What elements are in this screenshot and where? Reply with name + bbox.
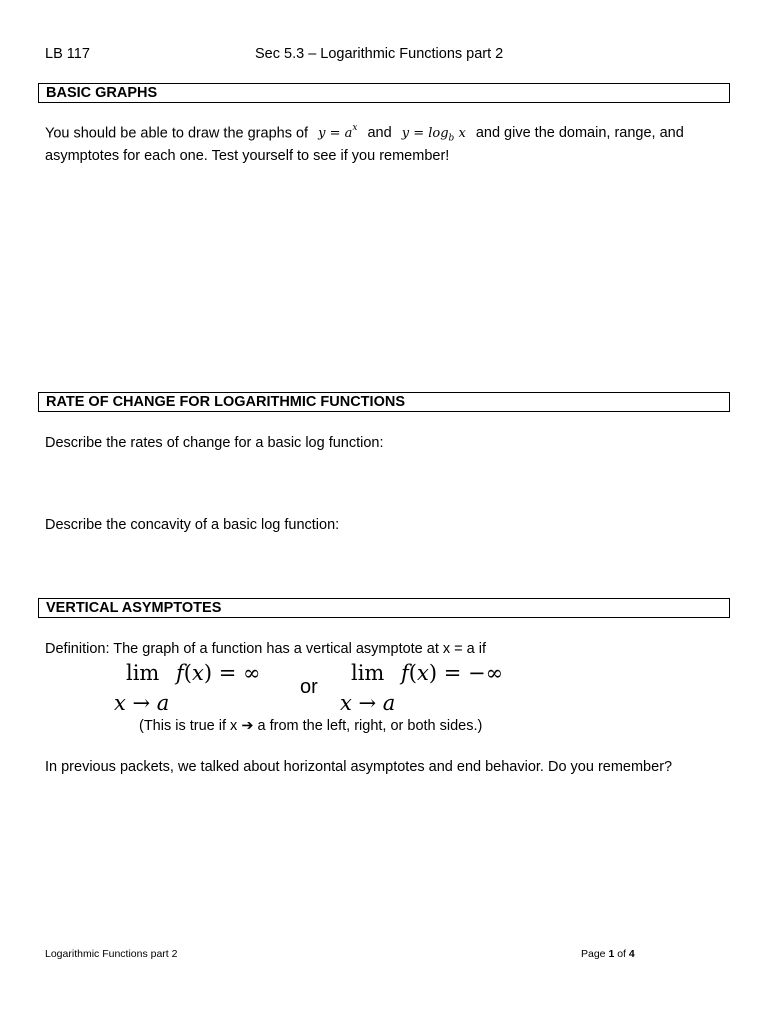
- section-heading-text: VERTICAL ASYMPTOTES: [46, 600, 222, 616]
- document-title: Sec 5.3 – Logarithmic Functions part 2: [255, 46, 504, 62]
- line1-post: and give the domain, range, and: [475, 125, 684, 142]
- expr-exponential: $y = a^x$: [318, 123, 358, 142]
- va-note: (This is true if x ➔ a from the left, right, or both sides.): [139, 718, 483, 734]
- question-concavity: Describe the concavity of a basic log function:: [45, 517, 340, 533]
- line1-pre: You should be able to draw the graphs of: [45, 125, 309, 142]
- footer-left: Logarithmic Functions part 2: [45, 948, 178, 960]
- va-previous-packets: In previous packets, we talked about horizontal asymptotes and end behavior. Do you remember?: [45, 759, 673, 775]
- course-code: LB 117: [45, 46, 90, 62]
- section-heading-rate-of-change: [38, 392, 730, 412]
- section-heading-vertical-asymptotes: [38, 598, 730, 618]
- or-word: or: [300, 676, 318, 698]
- limit2-lim: lim: [351, 661, 385, 685]
- limit1-under: x → a: [114, 691, 170, 715]
- question-rates-of-change: Describe the rates of change for a basic log function:: [45, 435, 384, 451]
- section-heading-text: RATE OF CHANGE FOR LOGARITHMIC FUNCTIONS: [46, 394, 405, 410]
- limit1-expression: f(x) = ∞: [176, 661, 261, 685]
- section-heading-text: BASIC GRAPHS: [46, 85, 158, 101]
- expr-logarithm: $y = \log_b x$: [401, 126, 466, 144]
- basic-graphs-line1: [45, 125, 684, 144]
- limit2-expression: f(x) = −∞: [401, 661, 504, 685]
- limit1-lim: lim: [126, 661, 160, 685]
- va-definition: Definition: The graph of a function has a vertical asymptote at x = a if: [45, 641, 487, 657]
- basic-graphs-line2: asymptotes for each one. Test yourself to see if you remember!: [45, 148, 450, 164]
- limit2-under: x → a: [340, 691, 396, 715]
- footer-page-number: Page 1 of 4: [581, 948, 635, 960]
- and-word: and: [367, 125, 392, 142]
- section-heading-basic-graphs: [38, 83, 730, 103]
